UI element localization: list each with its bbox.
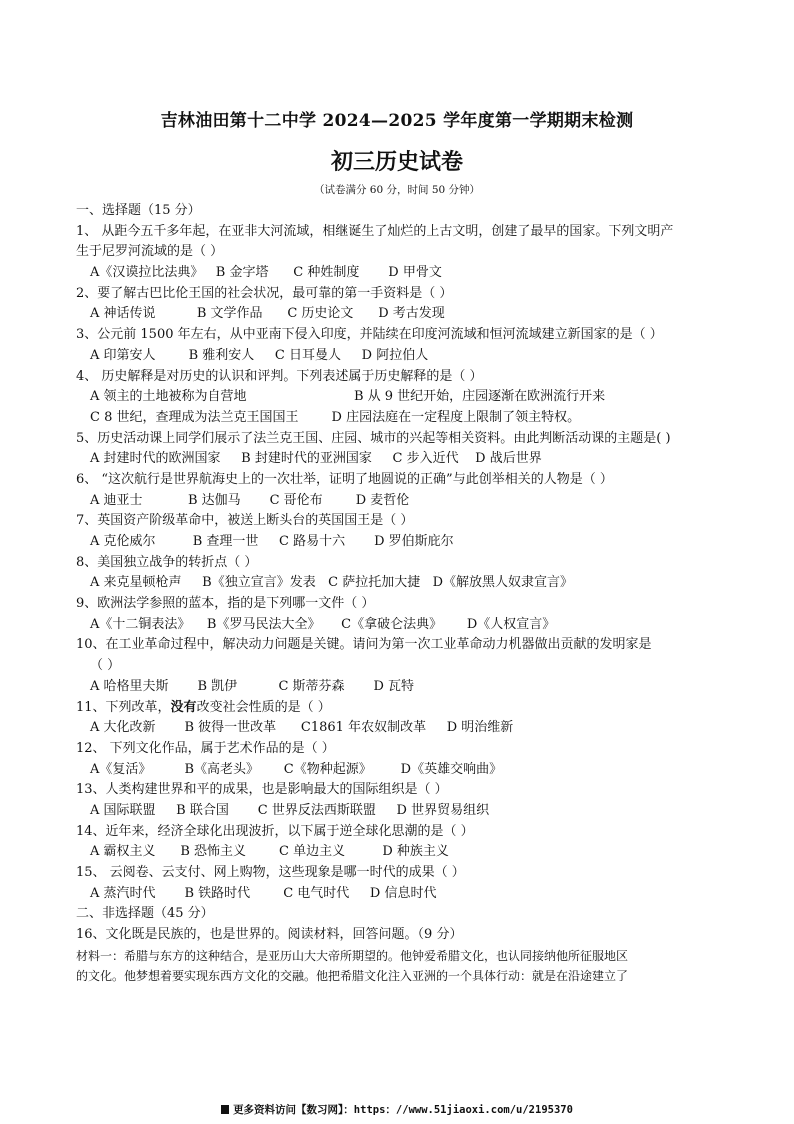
question-options: A 蒸汽时代 B 铁路时代 C 电气时代 D 信息时代	[90, 885, 437, 901]
stem-text: 改变社会性质的是（ ）	[196, 699, 331, 715]
stem-emphasis: 没有	[170, 699, 197, 715]
material-text: 材料一：希腊与东方的这种结合，是亚历山大大帝所期望的。他钟爱希腊文化，也认同接纳他所征服地区	[76, 948, 629, 963]
flag-icon	[221, 1105, 229, 1114]
question-stem: 15、 云阅卷、云支付、网上购物，这些现象是哪一时代的成果（ ）	[76, 865, 465, 880]
section-title: 一、选择题（15 分）	[76, 203, 201, 218]
exam-subtitle: 初三历史试卷	[330, 150, 463, 175]
exam-title: 吉林油田第十二中学 2024—2025 学年度第一学期期末检测	[160, 111, 634, 131]
question-stem: 6、 “这次航行是世界航海史上的一次壮举，证明了地圆说的正确”与此创举相关的人物是（ ）	[76, 471, 613, 487]
question-stem: 8、美国独立战争的转折点（ ）	[76, 554, 258, 570]
question-stem: 5、历史活动课上同学们展示了法兰克王国、庄园、城市的兴起等相关资料。由此判断活动课的主题是( )	[76, 430, 671, 446]
question-stem: 13、人类构建世界和平的成果，也是影响最大的国际组织是（ ）	[76, 782, 448, 798]
question-stem: 1、 从距今五千多年起，在亚非大河流域，相继诞生了灿烂的上古文明，创建了最早的国家。下列文明产	[76, 223, 674, 239]
question-stem: 9、欧洲法学参照的蓝本，指的是下列哪一文件（ ）	[76, 596, 375, 612]
question-stem: 16、文化既是民族的，也是世界的。阅读材料，回答问题。（9 分）	[76, 927, 463, 943]
question-stem: 4、 历史解释是对历史的认识和评判。下列表述属于历史解释的是（ ）	[76, 368, 483, 384]
exam-body	[76, 201, 724, 987]
question-options: C 8 世纪，查理成为法兰克王国国王 D 庄园法庭在一定程度上限制了领主特权。	[90, 409, 581, 425]
section-title: 二、非选择题（45 分）	[76, 906, 214, 922]
question-stem: 10、在工业革命过程中，解决动力问题是关键。请问为第一次工业革命动力机器做出贡献的发明家是	[76, 637, 652, 653]
question-options: A 迪亚士 B 达伽马 C 哥伦布 D 麦哲伦	[90, 492, 410, 508]
question-options: A 来克星顿枪声 B《独立宣言》发表 C 萨拉托加大捷 D《解放黑人奴隶宣言》	[90, 575, 574, 591]
question-options: A 神话传说 B 文学作品 C 历史论文 D 考古发现	[90, 306, 445, 322]
question-stem: 14、近年来，经济全球化出现波折，以下属于逆全球化思潮的是（ ）	[76, 823, 474, 839]
footer-link[interactable]	[0, 1102, 794, 1117]
question-options: A 封建时代的欧洲国家 B 封建时代的亚洲国家 C 步入近代 D 战后世界	[90, 451, 542, 467]
question-stem	[76, 698, 724, 719]
question-options: A 国际联盟 B 联合国 C 世界反法西斯联盟 D 世界贸易组织	[90, 802, 490, 818]
question-options: A 克伦威尔 B 查理一世 C 路易十六 D 罗伯斯庇尔	[90, 534, 454, 549]
question-stem-cont: 生于尼罗河流域的是（ ）	[76, 244, 224, 260]
footer-text: 更多资料访问【数习网】：https：//www.51jiaoxi.com/u/2195370	[233, 1104, 573, 1116]
exam-note: （试卷满分 60 分，时间 50 分钟）	[313, 184, 481, 196]
question-options: A 哈格里夫斯 B 凯伊 C 斯蒂芬森 D 瓦特	[90, 678, 415, 694]
question-options: A 大化改新 B 彼得一世改革 C1861 年农奴制改革 D 明治维新	[90, 720, 514, 736]
material-text: 的文化。他梦想着要实现东西方文化的交融。他把希腊文化注入亚洲的一个具体行动：就是在沿途建立了	[76, 969, 629, 984]
question-options: A 霸权主义 B 恐怖主义 C 单边主义 D 种族主义	[90, 844, 449, 860]
question-options: A《复活》 B《高老头》 C《物种起源》 D《英雄交响曲》	[90, 761, 503, 777]
question-stem: 7、英国资产阶级革命中，被送上断头台的英国国王是（ ）	[76, 513, 414, 529]
question-stem: 2、要了解古巴比伦王国的社会状况，最可靠的第一手资料是（ ）	[76, 285, 453, 301]
question-options: A《十二铜表法》 B《罗马民法大全》 C《拿破仑法典》 D《人权宣言》	[90, 616, 556, 632]
question-stem: 3、公元前 1500 年左右，从中亚南下侵入印度，并陆续在印度河流域和恒河流域建立新国家的是（ ）	[76, 327, 663, 343]
question-options: A 领主的土地被称为自营地 B 从 9 世纪开始，庄园逐渐在欧洲流行开来	[90, 389, 606, 405]
question-options: A《汉谟拉比法典》 B 金字塔 C 种姓制度 D 甲骨文	[90, 265, 442, 281]
question-stem-cont: （ ）	[90, 658, 121, 674]
stem-text: 11、下列改革，	[76, 699, 171, 715]
question-options: A 印第安人 B 雅利安人 C 日耳曼人 D 阿拉伯人	[90, 347, 429, 363]
question-stem: 12、 下列文化作品，属于艺术作品的是（ ）	[76, 740, 335, 756]
